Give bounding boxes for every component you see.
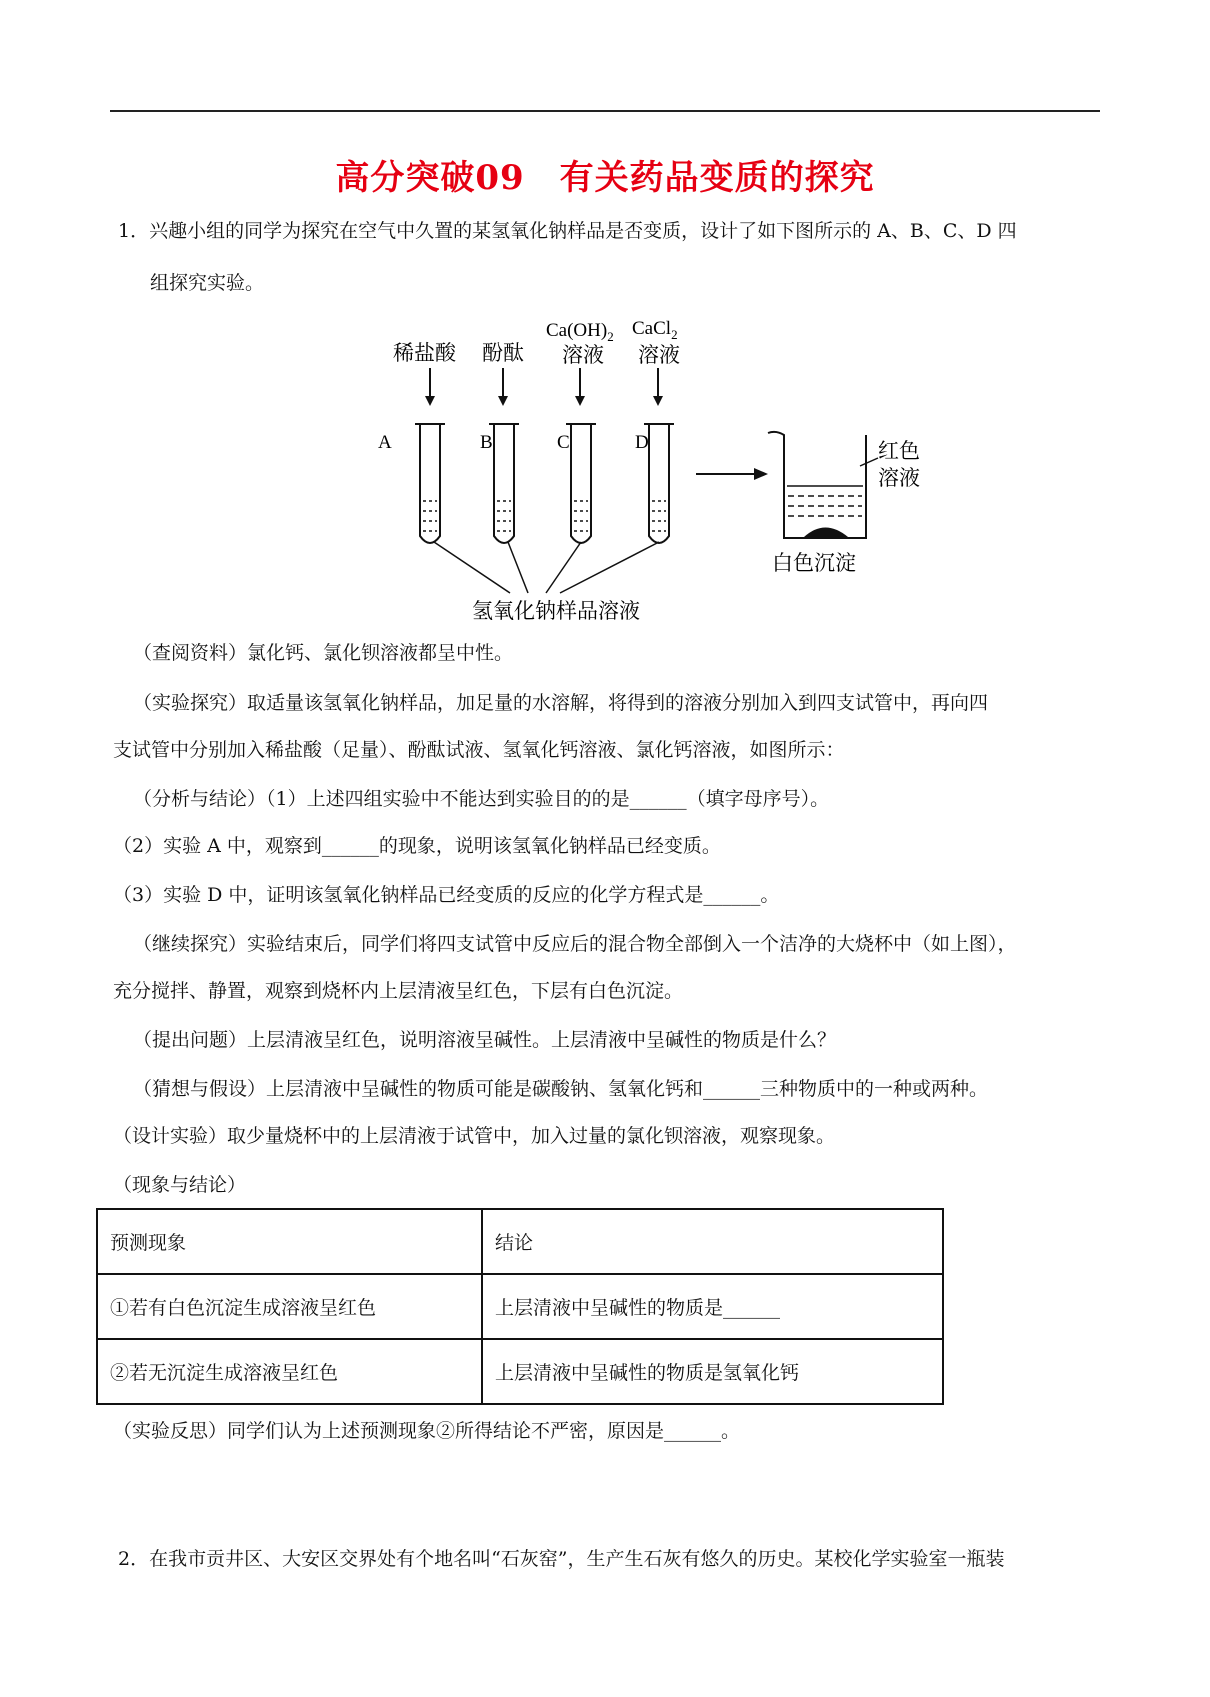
reagent-label-d: 溶液 bbox=[638, 343, 680, 367]
beaker bbox=[768, 432, 866, 538]
reagent-formula-d: CaCl$_2$ bbox=[632, 318, 678, 342]
test-tube-b bbox=[494, 424, 514, 543]
tube-liquid-dashes bbox=[423, 501, 666, 531]
table-cell: 上层清液中呈碱性的物质是______ bbox=[482, 1274, 943, 1339]
table-row bbox=[97, 1339, 943, 1404]
reagent-formula-c: $Ca(OH)_2$ bbox=[546, 320, 614, 344]
q1-analysis-line1: （分析与结论）（1）上述四组实验中不能达到实验目的的是______（填字母序号）。 bbox=[133, 788, 830, 810]
tube-label-a: A bbox=[378, 432, 392, 453]
arrow-a-head bbox=[425, 396, 435, 406]
q1-explore-line1: （实验探究）取适量该氢氧化钠样品，加足量的水溶解，将得到的溶液分别加入到四支试管中，再向四 bbox=[133, 692, 989, 714]
sample-pointer-lines bbox=[434, 542, 659, 593]
experiment-diagram bbox=[378, 318, 960, 628]
table-row bbox=[97, 1274, 943, 1339]
q1-question-line: （提出问题）上层清液呈红色，说明溶液呈碱性。上层清液中呈碱性的物质是什么？ bbox=[133, 1029, 837, 1051]
white-precipitate-heap bbox=[804, 528, 848, 538]
q1-analysis-line3: （3）实验 D 中，证明该氢氧化钠样品已经变质的反应的化学方程式是______。 bbox=[113, 884, 780, 906]
arrow-b-head bbox=[498, 396, 508, 406]
arrow-c-head bbox=[575, 396, 585, 406]
tube-label-b: B bbox=[480, 432, 493, 453]
q1-stem-line1: 1．兴趣小组的同学为探究在空气中久置的某氢氧化钠样品是否变质，设计了如下图所示的 A、B、C、D 四 bbox=[118, 220, 1017, 242]
reagent-label-b: 酚酞 bbox=[482, 341, 524, 365]
test-tube-d bbox=[649, 424, 669, 543]
reagent-label-c: 溶液 bbox=[562, 343, 604, 367]
table-header: 预测现象 bbox=[97, 1209, 482, 1274]
reagent-label-a: 稀盐酸 bbox=[393, 341, 456, 365]
q1-design-line: （设计实验）取少量烧杯中的上层清液于试管中，加入过量的氯化钡溶液，观察现象。 bbox=[113, 1125, 836, 1147]
table-header-row bbox=[97, 1209, 943, 1274]
table-cell: ②若无沉淀生成溶液呈红色 bbox=[97, 1339, 482, 1404]
q1-stem-line2: 组探究实验。 bbox=[150, 272, 265, 294]
table-cell: 上层清液中呈碱性的物质是氢氧化钙 bbox=[482, 1339, 943, 1404]
page-title: 高分突破09 有关药品变质的探究 bbox=[335, 158, 875, 198]
pour-arrow-head bbox=[754, 468, 768, 480]
test-tube-c bbox=[571, 424, 591, 543]
sample-solution-label: 氢氧化钠样品溶液 bbox=[472, 599, 640, 623]
result-table bbox=[96, 1208, 944, 1405]
beaker-liquid bbox=[787, 486, 863, 516]
q1-analysis-line2: （2）实验 A 中，观察到______的现象，说明该氢氧化钠样品已经变质。 bbox=[113, 835, 721, 857]
test-tube-a bbox=[420, 424, 440, 543]
q1-reflection-line: （实验反思）同学们认为上述预测现象②所得结论不严密，原因是______。 bbox=[113, 1420, 741, 1442]
q1-hypothesis-line: （猜想与假设）上层清液中呈碱性的物质可能是碳酸钠、氢氧化钙和______三种物质中的一种或两种。 bbox=[133, 1078, 989, 1100]
header-rule bbox=[110, 110, 1100, 112]
q1-info-line: （查阅资料）氯化钙、氯化钡溶液都呈中性。 bbox=[133, 642, 514, 664]
arrow-d-head bbox=[653, 396, 663, 406]
beaker-label-red-line2: 溶液 bbox=[878, 466, 920, 490]
q2-stem-line1: 2．在我市贡井区、大安区交界处有个地名叫“石灰窑”，生产生石灰有悠久的历史。某校化学实验室一瓶装 bbox=[118, 1548, 1005, 1570]
table-header: 结论 bbox=[482, 1209, 943, 1274]
tube-label-d: D bbox=[635, 432, 649, 453]
q1-explore-line2: 支试管中分别加入稀盐酸（足量）、酚酞试液、氢氧化钙溶液、氯化钙溶液，如图所示： bbox=[113, 739, 845, 761]
beaker-label-red-line1: 红色 bbox=[878, 439, 920, 463]
beaker-label-precipitate: 白色沉淀 bbox=[772, 551, 856, 575]
q1-continue-line1: （继续探究）实验结束后，同学们将四支试管中反应后的混合物全部倒入一个洁净的大烧杯中（如上图）， bbox=[133, 933, 1017, 955]
tube-label-c: C bbox=[557, 432, 570, 453]
q1-continue-line2: 充分搅拌、静置，观察到烧杯内上层清液呈红色，下层有白色沉淀。 bbox=[113, 980, 684, 1002]
q1-phenomenon-heading: （现象与结论） bbox=[113, 1174, 247, 1196]
table-cell: ①若有白色沉淀生成溶液呈红色 bbox=[97, 1274, 482, 1339]
